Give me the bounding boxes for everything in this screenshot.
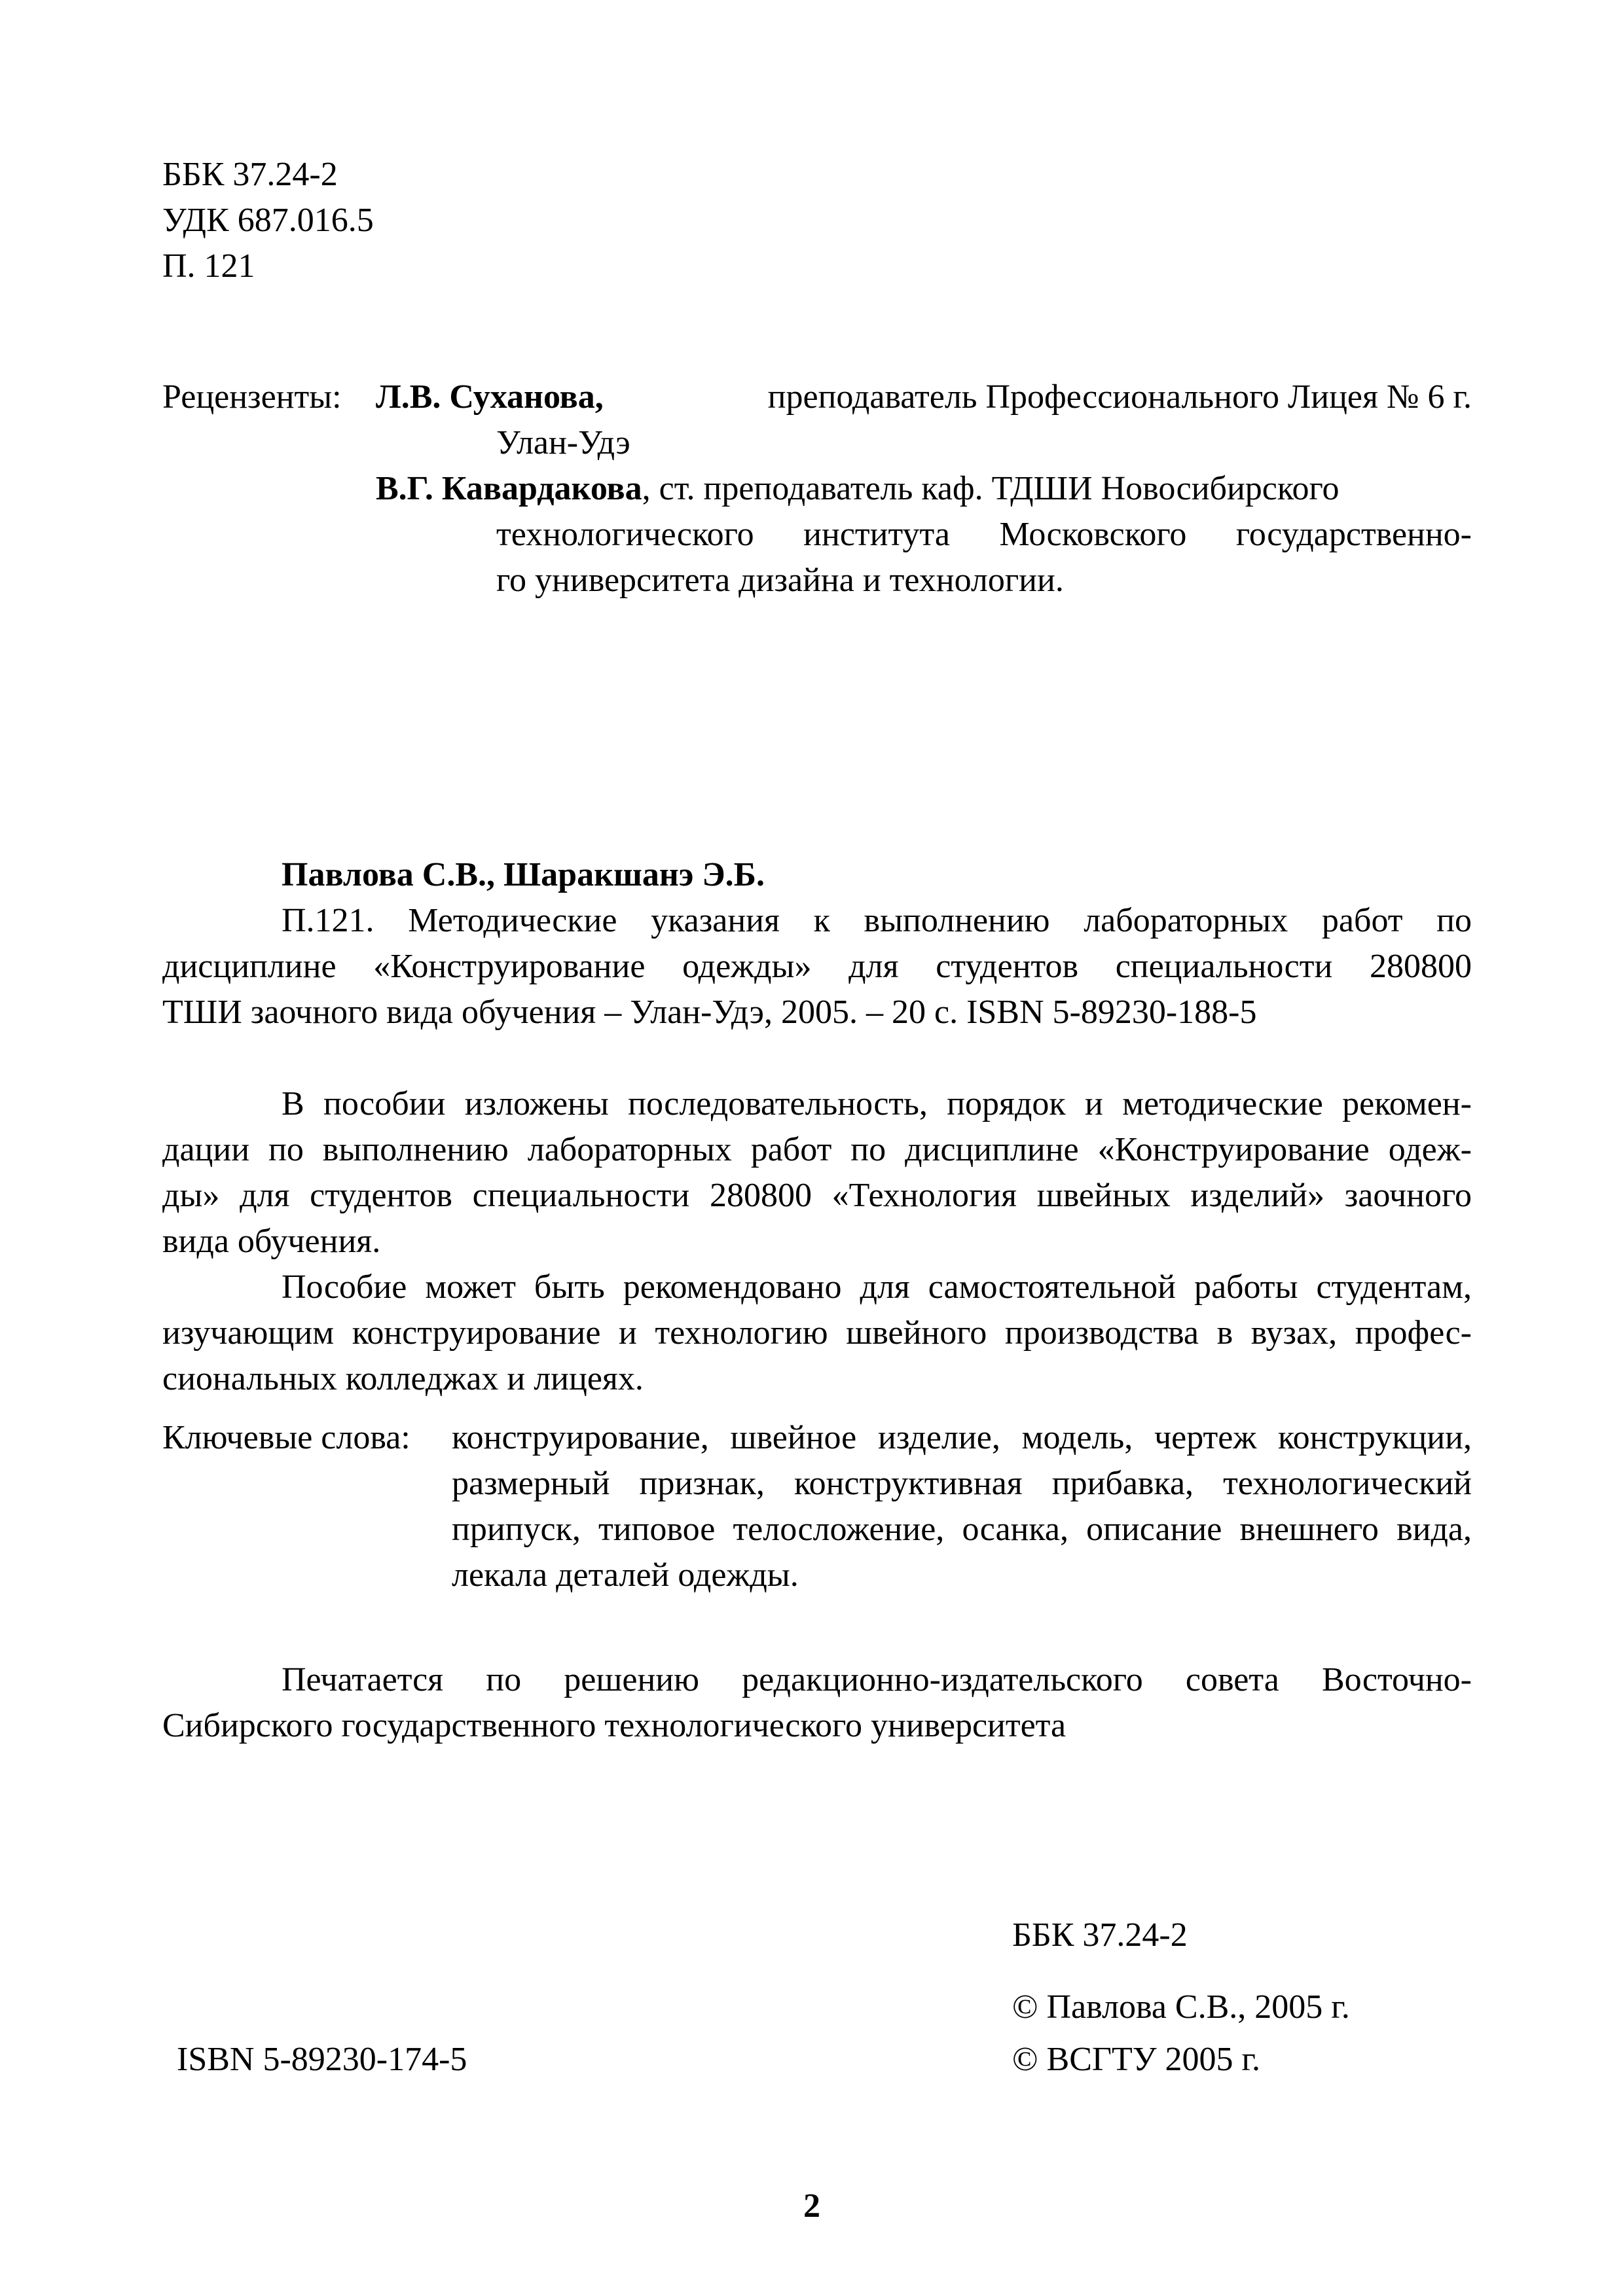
annotation-p1-line-1: В пособии изложены последовательность, порядок и методические рекомен-: [282, 1085, 1472, 1122]
keywords-line-2: размерный признак, конструктивная прибавка, технологический: [452, 1465, 1472, 1502]
footer-copyright-authors: © Павлова С.В., 2005 г.: [1012, 1988, 1350, 2026]
reviewer-2-line-2: технологического института Московского государственно-: [496, 516, 1472, 553]
annotation-p1-line-3: ды» для студентов специальности 280800 «Технология швейных изделий» заочного: [162, 1177, 1472, 1214]
reviewer-1-name: Л.В. Суханова,: [376, 378, 604, 416]
footer-bbk: ББК 37.24-2: [1012, 1916, 1188, 1954]
annotation-p1-line-2: дации по выполнению лабораторных работ по дисциплине «Конструирование одеж-: [162, 1131, 1472, 1168]
classification-udk: УДК 687.016.5: [162, 202, 374, 239]
keywords-line-4: лекала деталей одежды.: [452, 1556, 799, 1594]
classification-code: П. 121: [162, 247, 255, 285]
bibliography-line-3: ТШИ заочного вида обучения – Улан-Удэ, 2005. – 20 с. ISBN 5-89230-188-5: [162, 994, 1257, 1031]
reviewer-2-name: В.Г. Кавардакова: [376, 470, 642, 507]
keywords-label: Ключевые слова:: [162, 1419, 410, 1456]
imprint-line-1: Печатается по решению редакционно-издательского совета Восточно-: [282, 1661, 1472, 1698]
authors: Павлова С.В., Шаракшанэ Э.Б.: [282, 856, 765, 893]
reviewer-1-text: преподаватель Профессионального Лицея № 6 г.: [767, 378, 1472, 416]
reviewer-2-line-3: го университета дизайна и технологии.: [496, 562, 1064, 599]
annotation-p1-line-4: вида обучения.: [162, 1223, 381, 1260]
annotation-p2-line-1: Пособие может быть рекомендовано для самостоятельной работы студентам,: [282, 1268, 1472, 1306]
imprint-line-2: Сибирского государственного технологического университета: [162, 1707, 1067, 1744]
classification-bbk: ББК 37.24-2: [162, 156, 338, 193]
keywords-line-3: припуск, типовое телосложение, осанка, описание внешнего вида,: [452, 1511, 1472, 1548]
page-number: 2: [803, 2187, 820, 2225]
reviewers-label: Рецензенты:: [162, 378, 342, 416]
bibliography-line-1: П.121. Методические указания к выполнению лабораторных работ по: [282, 902, 1472, 939]
annotation-p2-line-2: изучающим конструирование и технологию швейного производства в вузах, профес-: [162, 1314, 1472, 1352]
footer-copyright-university: © ВСГТУ 2005 г.: [1012, 2041, 1260, 2078]
annotation-p2-line-3: сиональных колледжах и лицеях.: [162, 1360, 644, 1397]
reviewer-1-city: Улан-Удэ: [496, 424, 630, 461]
reviewer-1-line: [376, 374, 1472, 420]
isbn: ISBN 5-89230-174-5: [177, 2041, 467, 2078]
keywords-line-1: конструирование, швейное изделие, модель, чертеж конструкции,: [452, 1419, 1472, 1456]
reviewer-2-text: , ст. преподаватель каф. ТДШИ Новосибирского: [642, 470, 1340, 507]
bibliography-line-2: дисциплине «Конструирование одежды» для студентов специальности 280800: [162, 948, 1472, 985]
reviewer-2-line: [376, 466, 1340, 512]
